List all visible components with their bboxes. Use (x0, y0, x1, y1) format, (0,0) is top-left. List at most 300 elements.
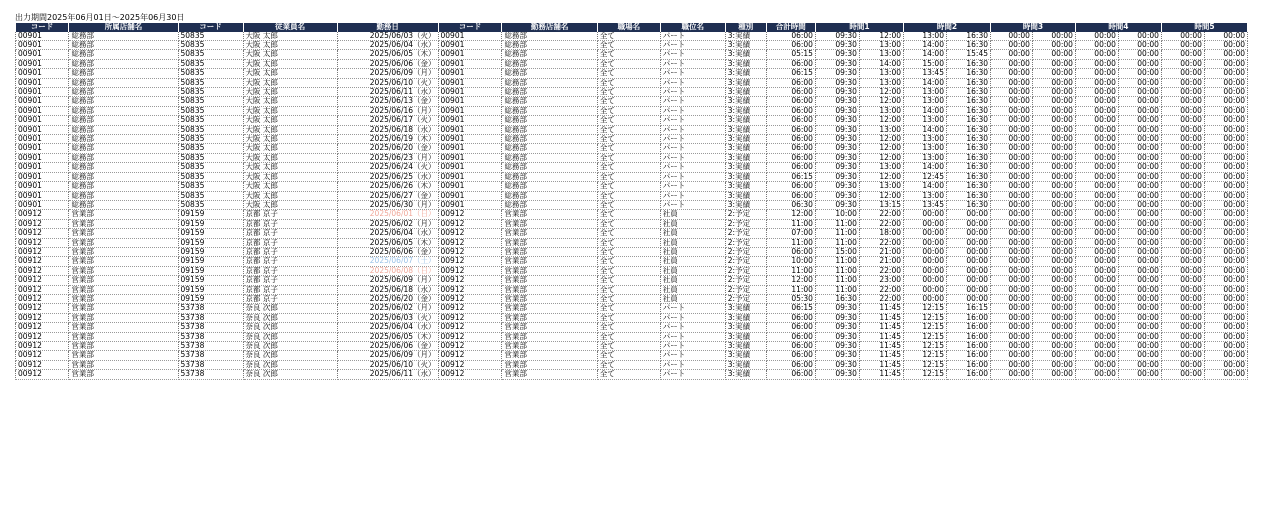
cell-time5-end[interactable]: 00:00 (1204, 116, 1247, 125)
cell-time1-end[interactable]: 12:00 (859, 172, 903, 181)
cell-time3-start[interactable]: 00:00 (991, 276, 1033, 285)
cell-employee-name[interactable]: 大阪 太郎 (243, 88, 337, 97)
cell-employee-name[interactable]: 大阪 太郎 (243, 78, 337, 87)
cell-time1-end[interactable]: 13:00 (859, 125, 903, 134)
cell-type[interactable]: 3:実績 (725, 41, 766, 50)
cell-time4-end[interactable]: 00:00 (1118, 116, 1161, 125)
cell-time4-start[interactable]: 00:00 (1075, 370, 1118, 379)
cell-time2-start[interactable]: 00:00 (904, 219, 947, 228)
cell-store-code[interactable]: 00901 (16, 97, 69, 106)
cell-position[interactable]: パート (660, 323, 725, 332)
cell-time3-end[interactable]: 00:00 (1032, 59, 1075, 68)
cell-store-name[interactable]: 総務部 (69, 97, 178, 106)
cell-total-hours[interactable]: 07:00 (766, 229, 815, 238)
cell-store-name[interactable]: 営業部 (69, 332, 178, 341)
cell-time5-end[interactable]: 00:00 (1204, 200, 1247, 209)
cell-work-store-name[interactable]: 営業部 (502, 247, 597, 256)
cell-time3-start[interactable]: 00:00 (991, 229, 1033, 238)
cell-store-code[interactable]: 00901 (16, 50, 69, 59)
cell-time1-start[interactable]: 10:00 (815, 210, 859, 219)
cell-time2-end[interactable]: 16:30 (946, 69, 990, 78)
cell-time5-start[interactable]: 00:00 (1161, 323, 1204, 332)
cell-time3-end[interactable]: 00:00 (1032, 116, 1075, 125)
cell-work-store-code[interactable]: 00901 (438, 172, 502, 181)
cell-position[interactable]: パート (660, 332, 725, 341)
cell-time1-end[interactable]: 22:00 (859, 219, 903, 228)
cell-work-date[interactable]: 2025/06/11（水） (337, 370, 438, 379)
cell-time1-end[interactable]: 12:00 (859, 116, 903, 125)
cell-time5-end[interactable]: 00:00 (1204, 238, 1247, 247)
cell-employee-name[interactable]: 奈良 次郎 (243, 351, 337, 360)
cell-time5-end[interactable]: 00:00 (1204, 229, 1247, 238)
cell-time5-start[interactable]: 00:00 (1161, 257, 1204, 266)
cell-time2-end[interactable]: 00:00 (946, 285, 990, 294)
cell-total-hours[interactable]: 06:00 (766, 116, 815, 125)
table-row[interactable] (16, 332, 1248, 341)
cell-work-store-code[interactable]: 00912 (438, 342, 502, 351)
cell-workplace[interactable]: 全て (597, 360, 660, 369)
cell-workplace[interactable]: 全て (597, 257, 660, 266)
cell-time4-start[interactable]: 00:00 (1075, 88, 1118, 97)
cell-time2-start[interactable]: 13:45 (904, 69, 947, 78)
cell-time3-end[interactable]: 00:00 (1032, 238, 1075, 247)
cell-work-store-code[interactable]: 00901 (438, 59, 502, 68)
cell-employee-code[interactable]: 50835 (178, 144, 243, 153)
cell-time5-start[interactable]: 00:00 (1161, 370, 1204, 379)
cell-store-code[interactable]: 00912 (16, 351, 69, 360)
cell-employee-code[interactable]: 09159 (178, 247, 243, 256)
cell-type[interactable]: 2:予定 (725, 210, 766, 219)
cell-total-hours[interactable]: 06:00 (766, 59, 815, 68)
cell-work-store-code[interactable]: 00912 (438, 219, 502, 228)
cell-store-name[interactable]: 総務部 (69, 106, 178, 115)
cell-work-date[interactable]: 2025/06/10（火） (337, 360, 438, 369)
cell-time2-end[interactable]: 00:00 (946, 266, 990, 275)
cell-total-hours[interactable]: 06:00 (766, 323, 815, 332)
cell-time2-start[interactable]: 00:00 (904, 266, 947, 275)
cell-type[interactable]: 3:実績 (725, 135, 766, 144)
cell-work-date[interactable]: 2025/06/06（金） (337, 342, 438, 351)
cell-employee-name[interactable]: 京都 京子 (243, 285, 337, 294)
cell-time1-start[interactable]: 11:00 (815, 276, 859, 285)
cell-type[interactable]: 3:実績 (725, 32, 766, 41)
cell-type[interactable]: 3:実績 (725, 125, 766, 134)
cell-position[interactable]: 社員 (660, 285, 725, 294)
cell-time2-start[interactable]: 12:15 (904, 360, 947, 369)
cell-time2-start[interactable]: 13:00 (904, 191, 947, 200)
cell-employee-name[interactable]: 大阪 太郎 (243, 59, 337, 68)
cell-time5-start[interactable]: 00:00 (1161, 191, 1204, 200)
cell-time4-start[interactable]: 00:00 (1075, 69, 1118, 78)
cell-time1-start[interactable]: 09:30 (815, 200, 859, 209)
cell-store-code[interactable]: 00901 (16, 191, 69, 200)
cell-employee-name[interactable]: 大阪 太郎 (243, 50, 337, 59)
cell-time5-start[interactable]: 00:00 (1161, 69, 1204, 78)
cell-time4-start[interactable]: 00:00 (1075, 257, 1118, 266)
cell-workplace[interactable]: 全て (597, 285, 660, 294)
cell-time5-end[interactable]: 00:00 (1204, 266, 1247, 275)
table-row[interactable] (16, 106, 1248, 115)
cell-work-store-code[interactable]: 00912 (438, 360, 502, 369)
cell-time3-start[interactable]: 00:00 (991, 135, 1033, 144)
cell-total-hours[interactable]: 06:00 (766, 144, 815, 153)
cell-employee-code[interactable]: 09159 (178, 257, 243, 266)
cell-work-date[interactable]: 2025/06/25（水） (337, 172, 438, 181)
cell-time5-end[interactable]: 00:00 (1204, 172, 1247, 181)
cell-time2-start[interactable]: 14:00 (904, 50, 947, 59)
cell-workplace[interactable]: 全て (597, 238, 660, 247)
cell-store-code[interactable]: 00901 (16, 172, 69, 181)
cell-work-date[interactable]: 2025/06/06（金） (337, 59, 438, 68)
cell-time4-start[interactable]: 00:00 (1075, 313, 1118, 322)
cell-time3-end[interactable]: 00:00 (1032, 41, 1075, 50)
cell-employee-name[interactable]: 大阪 太郎 (243, 144, 337, 153)
cell-time2-end[interactable]: 00:00 (946, 210, 990, 219)
cell-store-code[interactable]: 00901 (16, 144, 69, 153)
cell-time3-end[interactable]: 00:00 (1032, 332, 1075, 341)
cell-position[interactable]: パート (660, 97, 725, 106)
cell-time3-start[interactable]: 00:00 (991, 106, 1033, 115)
cell-position[interactable]: パート (660, 135, 725, 144)
cell-time2-start[interactable]: 12:15 (904, 323, 947, 332)
cell-store-code[interactable]: 00901 (16, 125, 69, 134)
cell-time3-end[interactable]: 00:00 (1032, 370, 1075, 379)
cell-time5-start[interactable]: 00:00 (1161, 50, 1204, 59)
cell-employee-code[interactable]: 50835 (178, 200, 243, 209)
cell-total-hours[interactable]: 06:00 (766, 106, 815, 115)
cell-position[interactable]: パート (660, 153, 725, 162)
cell-time5-start[interactable]: 00:00 (1161, 59, 1204, 68)
cell-time5-end[interactable]: 00:00 (1204, 135, 1247, 144)
table-row[interactable] (16, 32, 1248, 41)
cell-time2-start[interactable]: 15:00 (904, 59, 947, 68)
cell-work-store-code[interactable]: 00901 (438, 144, 502, 153)
cell-time4-end[interactable]: 00:00 (1118, 172, 1161, 181)
cell-time5-start[interactable]: 00:00 (1161, 285, 1204, 294)
cell-time3-start[interactable]: 00:00 (991, 116, 1033, 125)
cell-time2-start[interactable]: 14:00 (904, 125, 947, 134)
cell-time1-end[interactable]: 11:45 (859, 360, 903, 369)
cell-employee-name[interactable]: 大阪 太郎 (243, 125, 337, 134)
cell-time4-end[interactable]: 00:00 (1118, 69, 1161, 78)
cell-position[interactable]: パート (660, 144, 725, 153)
table-row[interactable] (16, 88, 1248, 97)
cell-time1-start[interactable]: 09:30 (815, 88, 859, 97)
cell-type[interactable]: 3:実績 (725, 172, 766, 181)
table-row[interactable] (16, 219, 1248, 228)
cell-time3-end[interactable]: 00:00 (1032, 106, 1075, 115)
cell-time3-start[interactable]: 00:00 (991, 200, 1033, 209)
cell-employee-name[interactable]: 京都 京子 (243, 294, 337, 303)
cell-time5-start[interactable]: 00:00 (1161, 304, 1204, 313)
cell-time1-end[interactable]: 23:00 (859, 276, 903, 285)
cell-store-name[interactable]: 総務部 (69, 153, 178, 162)
cell-employee-name[interactable]: 奈良 次郎 (243, 313, 337, 322)
cell-employee-code[interactable]: 50835 (178, 88, 243, 97)
cell-time4-start[interactable]: 00:00 (1075, 172, 1118, 181)
cell-time1-end[interactable]: 11:45 (859, 304, 903, 313)
table-row[interactable] (16, 78, 1248, 87)
cell-time3-start[interactable]: 00:00 (991, 332, 1033, 341)
cell-time4-end[interactable]: 00:00 (1118, 276, 1161, 285)
cell-time1-start[interactable]: 09:30 (815, 342, 859, 351)
cell-type[interactable]: 2:予定 (725, 247, 766, 256)
cell-total-hours[interactable]: 06:00 (766, 247, 815, 256)
cell-type[interactable]: 3:実績 (725, 342, 766, 351)
cell-time2-end[interactable]: 16:00 (946, 342, 990, 351)
cell-time1-end[interactable]: 12:00 (859, 97, 903, 106)
cell-work-store-name[interactable]: 総務部 (502, 182, 597, 191)
cell-time3-end[interactable]: 00:00 (1032, 276, 1075, 285)
cell-time5-end[interactable]: 00:00 (1204, 257, 1247, 266)
cell-time2-start[interactable]: 00:00 (904, 210, 947, 219)
cell-time1-start[interactable]: 11:00 (815, 238, 859, 247)
cell-workplace[interactable]: 全て (597, 59, 660, 68)
cell-time2-end[interactable]: 16:15 (946, 304, 990, 313)
cell-time2-start[interactable]: 00:00 (904, 276, 947, 285)
cell-time2-start[interactable]: 13:00 (904, 32, 947, 41)
cell-time3-end[interactable]: 00:00 (1032, 247, 1075, 256)
cell-time3-start[interactable]: 00:00 (991, 323, 1033, 332)
table-row[interactable] (16, 210, 1248, 219)
cell-time1-start[interactable]: 09:30 (815, 351, 859, 360)
col-header-position[interactable]: 職位名 (660, 23, 725, 32)
cell-time2-end[interactable]: 00:00 (946, 247, 990, 256)
cell-time4-end[interactable]: 00:00 (1118, 219, 1161, 228)
cell-time4-start[interactable]: 00:00 (1075, 50, 1118, 59)
cell-total-hours[interactable]: 06:00 (766, 32, 815, 41)
cell-time2-end[interactable]: 16:30 (946, 200, 990, 209)
cell-employee-name[interactable]: 奈良 次郎 (243, 332, 337, 341)
cell-time5-start[interactable]: 00:00 (1161, 172, 1204, 181)
cell-employee-code[interactable]: 50835 (178, 163, 243, 172)
table-row[interactable] (16, 276, 1248, 285)
cell-time1-end[interactable]: 22:00 (859, 294, 903, 303)
cell-work-date[interactable]: 2025/06/23（月） (337, 153, 438, 162)
cell-employee-name[interactable]: 奈良 次郎 (243, 323, 337, 332)
cell-time1-end[interactable]: 13:00 (859, 182, 903, 191)
cell-time5-start[interactable]: 00:00 (1161, 32, 1204, 41)
cell-workplace[interactable]: 全て (597, 172, 660, 181)
cell-time2-start[interactable]: 00:00 (904, 294, 947, 303)
cell-time3-end[interactable]: 00:00 (1032, 285, 1075, 294)
cell-total-hours[interactable]: 06:30 (766, 200, 815, 209)
cell-time5-start[interactable]: 00:00 (1161, 97, 1204, 106)
cell-work-store-name[interactable]: 総務部 (502, 125, 597, 134)
cell-time5-end[interactable]: 00:00 (1204, 78, 1247, 87)
cell-work-store-name[interactable]: 総務部 (502, 163, 597, 172)
cell-time5-start[interactable]: 00:00 (1161, 200, 1204, 209)
cell-store-name[interactable]: 総務部 (69, 32, 178, 41)
cell-workplace[interactable]: 全て (597, 135, 660, 144)
cell-time5-end[interactable]: 00:00 (1204, 191, 1247, 200)
cell-employee-code[interactable]: 53738 (178, 313, 243, 322)
cell-time5-end[interactable]: 00:00 (1204, 32, 1247, 41)
cell-work-store-code[interactable]: 00901 (438, 200, 502, 209)
cell-position[interactable]: パート (660, 313, 725, 322)
cell-position[interactable]: パート (660, 200, 725, 209)
cell-work-store-code[interactable]: 00901 (438, 116, 502, 125)
cell-total-hours[interactable]: 06:00 (766, 342, 815, 351)
cell-work-store-name[interactable]: 総務部 (502, 78, 597, 87)
cell-work-date[interactable]: 2025/06/07（土） (337, 257, 438, 266)
cell-employee-code[interactable]: 50835 (178, 41, 243, 50)
cell-time3-end[interactable]: 00:00 (1032, 294, 1075, 303)
cell-work-store-name[interactable]: 総務部 (502, 135, 597, 144)
cell-employee-code[interactable]: 50835 (178, 78, 243, 87)
cell-store-name[interactable]: 総務部 (69, 182, 178, 191)
cell-total-hours[interactable]: 06:00 (766, 78, 815, 87)
cell-time1-end[interactable]: 13:00 (859, 50, 903, 59)
cell-store-name[interactable]: 総務部 (69, 88, 178, 97)
cell-time2-end[interactable]: 16:00 (946, 351, 990, 360)
cell-time1-end[interactable]: 22:00 (859, 285, 903, 294)
cell-time4-start[interactable]: 00:00 (1075, 238, 1118, 247)
cell-position[interactable]: 社員 (660, 257, 725, 266)
cell-time5-end[interactable]: 00:00 (1204, 323, 1247, 332)
cell-type[interactable]: 2:予定 (725, 229, 766, 238)
cell-workplace[interactable]: 全て (597, 276, 660, 285)
cell-time3-start[interactable]: 00:00 (991, 247, 1033, 256)
cell-type[interactable]: 3:実績 (725, 50, 766, 59)
cell-employee-code[interactable]: 09159 (178, 294, 243, 303)
cell-work-date[interactable]: 2025/06/20（金） (337, 294, 438, 303)
cell-work-store-code[interactable]: 00901 (438, 32, 502, 41)
cell-total-hours[interactable]: 06:00 (766, 97, 815, 106)
cell-time4-start[interactable]: 00:00 (1075, 247, 1118, 256)
cell-workplace[interactable]: 全て (597, 200, 660, 209)
cell-time5-start[interactable]: 00:00 (1161, 210, 1204, 219)
cell-time1-start[interactable]: 09:30 (815, 172, 859, 181)
cell-work-store-name[interactable]: 総務部 (502, 69, 597, 78)
cell-work-store-code[interactable]: 00912 (438, 313, 502, 322)
cell-time1-end[interactable]: 13:00 (859, 163, 903, 172)
cell-time2-start[interactable]: 00:00 (904, 238, 947, 247)
cell-position[interactable]: 社員 (660, 247, 725, 256)
cell-total-hours[interactable]: 06:00 (766, 332, 815, 341)
cell-store-code[interactable]: 00901 (16, 153, 69, 162)
cell-time5-start[interactable]: 00:00 (1161, 229, 1204, 238)
cell-workplace[interactable]: 全て (597, 106, 660, 115)
cell-time5-start[interactable]: 00:00 (1161, 313, 1204, 322)
cell-total-hours[interactable]: 12:00 (766, 276, 815, 285)
cell-time5-start[interactable]: 00:00 (1161, 294, 1204, 303)
col-header-employee-name[interactable]: 従業員名 (243, 23, 337, 32)
col-header-work-store-code[interactable]: コード (438, 23, 502, 32)
cell-time4-start[interactable]: 00:00 (1075, 323, 1118, 332)
table-row[interactable] (16, 135, 1248, 144)
cell-time3-start[interactable]: 00:00 (991, 69, 1033, 78)
cell-time4-start[interactable]: 00:00 (1075, 116, 1118, 125)
cell-time3-end[interactable]: 00:00 (1032, 257, 1075, 266)
cell-time4-end[interactable]: 00:00 (1118, 191, 1161, 200)
cell-store-code[interactable]: 00901 (16, 88, 69, 97)
cell-time3-end[interactable]: 00:00 (1032, 144, 1075, 153)
cell-time2-end[interactable]: 16:00 (946, 360, 990, 369)
cell-store-name[interactable]: 営業部 (69, 351, 178, 360)
table-row[interactable] (16, 172, 1248, 181)
cell-time3-end[interactable]: 00:00 (1032, 50, 1075, 59)
cell-time1-start[interactable]: 09:30 (815, 41, 859, 50)
cell-time4-start[interactable]: 00:00 (1075, 219, 1118, 228)
cell-type[interactable]: 3:実績 (725, 304, 766, 313)
cell-time5-end[interactable]: 00:00 (1204, 163, 1247, 172)
cell-time4-start[interactable]: 00:00 (1075, 229, 1118, 238)
cell-employee-name[interactable]: 京都 京子 (243, 238, 337, 247)
cell-time3-end[interactable]: 00:00 (1032, 360, 1075, 369)
cell-work-store-code[interactable]: 00912 (438, 294, 502, 303)
cell-employee-name[interactable]: 京都 京子 (243, 229, 337, 238)
cell-time1-start[interactable]: 11:00 (815, 266, 859, 275)
cell-workplace[interactable]: 全て (597, 32, 660, 41)
cell-work-store-name[interactable]: 営業部 (502, 257, 597, 266)
cell-time2-end[interactable]: 16:30 (946, 116, 990, 125)
cell-time1-start[interactable]: 09:30 (815, 304, 859, 313)
cell-time1-start[interactable]: 09:30 (815, 97, 859, 106)
cell-employee-name[interactable]: 大阪 太郎 (243, 106, 337, 115)
cell-time4-start[interactable]: 00:00 (1075, 210, 1118, 219)
cell-time4-end[interactable]: 00:00 (1118, 32, 1161, 41)
cell-store-name[interactable]: 営業部 (69, 238, 178, 247)
cell-type[interactable]: 3:実績 (725, 360, 766, 369)
col-header-total-hours[interactable]: 合計時間 (766, 23, 815, 32)
cell-store-code[interactable]: 00912 (16, 219, 69, 228)
cell-total-hours[interactable]: 06:00 (766, 191, 815, 200)
cell-time2-start[interactable]: 13:00 (904, 88, 947, 97)
cell-position[interactable]: 社員 (660, 210, 725, 219)
cell-position[interactable]: パート (660, 182, 725, 191)
cell-time1-start[interactable]: 09:30 (815, 144, 859, 153)
cell-work-date[interactable]: 2025/06/04（水） (337, 323, 438, 332)
cell-position[interactable]: 社員 (660, 229, 725, 238)
cell-time5-end[interactable]: 00:00 (1204, 304, 1247, 313)
cell-work-date[interactable]: 2025/06/30（月） (337, 200, 438, 209)
cell-workplace[interactable]: 全て (597, 210, 660, 219)
cell-time2-end[interactable]: 00:00 (946, 219, 990, 228)
cell-time5-start[interactable]: 00:00 (1161, 106, 1204, 115)
cell-time5-start[interactable]: 00:00 (1161, 144, 1204, 153)
cell-time3-end[interactable]: 00:00 (1032, 323, 1075, 332)
cell-employee-name[interactable]: 大阪 太郎 (243, 153, 337, 162)
cell-time1-start[interactable]: 11:00 (815, 285, 859, 294)
cell-workplace[interactable]: 全て (597, 294, 660, 303)
cell-time2-start[interactable]: 13:00 (904, 135, 947, 144)
cell-time5-end[interactable]: 00:00 (1204, 276, 1247, 285)
cell-type[interactable]: 3:実績 (725, 97, 766, 106)
cell-time1-start[interactable]: 09:30 (815, 360, 859, 369)
cell-employee-name[interactable]: 大阪 太郎 (243, 191, 337, 200)
cell-workplace[interactable]: 全て (597, 88, 660, 97)
cell-time1-end[interactable]: 13:00 (859, 41, 903, 50)
cell-time5-end[interactable]: 00:00 (1204, 342, 1247, 351)
cell-time4-end[interactable]: 00:00 (1118, 200, 1161, 209)
cell-time1-start[interactable]: 16:30 (815, 294, 859, 303)
cell-total-hours[interactable]: 05:30 (766, 294, 815, 303)
cell-type[interactable]: 2:予定 (725, 238, 766, 247)
cell-total-hours[interactable]: 12:00 (766, 210, 815, 219)
cell-employee-code[interactable]: 53738 (178, 360, 243, 369)
cell-time4-start[interactable]: 00:00 (1075, 153, 1118, 162)
cell-time1-start[interactable]: 09:30 (815, 69, 859, 78)
cell-time4-end[interactable]: 00:00 (1118, 50, 1161, 59)
cell-time5-end[interactable]: 00:00 (1204, 59, 1247, 68)
cell-time3-start[interactable]: 00:00 (991, 144, 1033, 153)
cell-workplace[interactable]: 全て (597, 229, 660, 238)
cell-total-hours[interactable]: 11:00 (766, 238, 815, 247)
col-header-work-store-name[interactable]: 勤務店舗名 (502, 23, 597, 32)
cell-time5-end[interactable]: 00:00 (1204, 332, 1247, 341)
cell-work-store-name[interactable]: 総務部 (502, 200, 597, 209)
